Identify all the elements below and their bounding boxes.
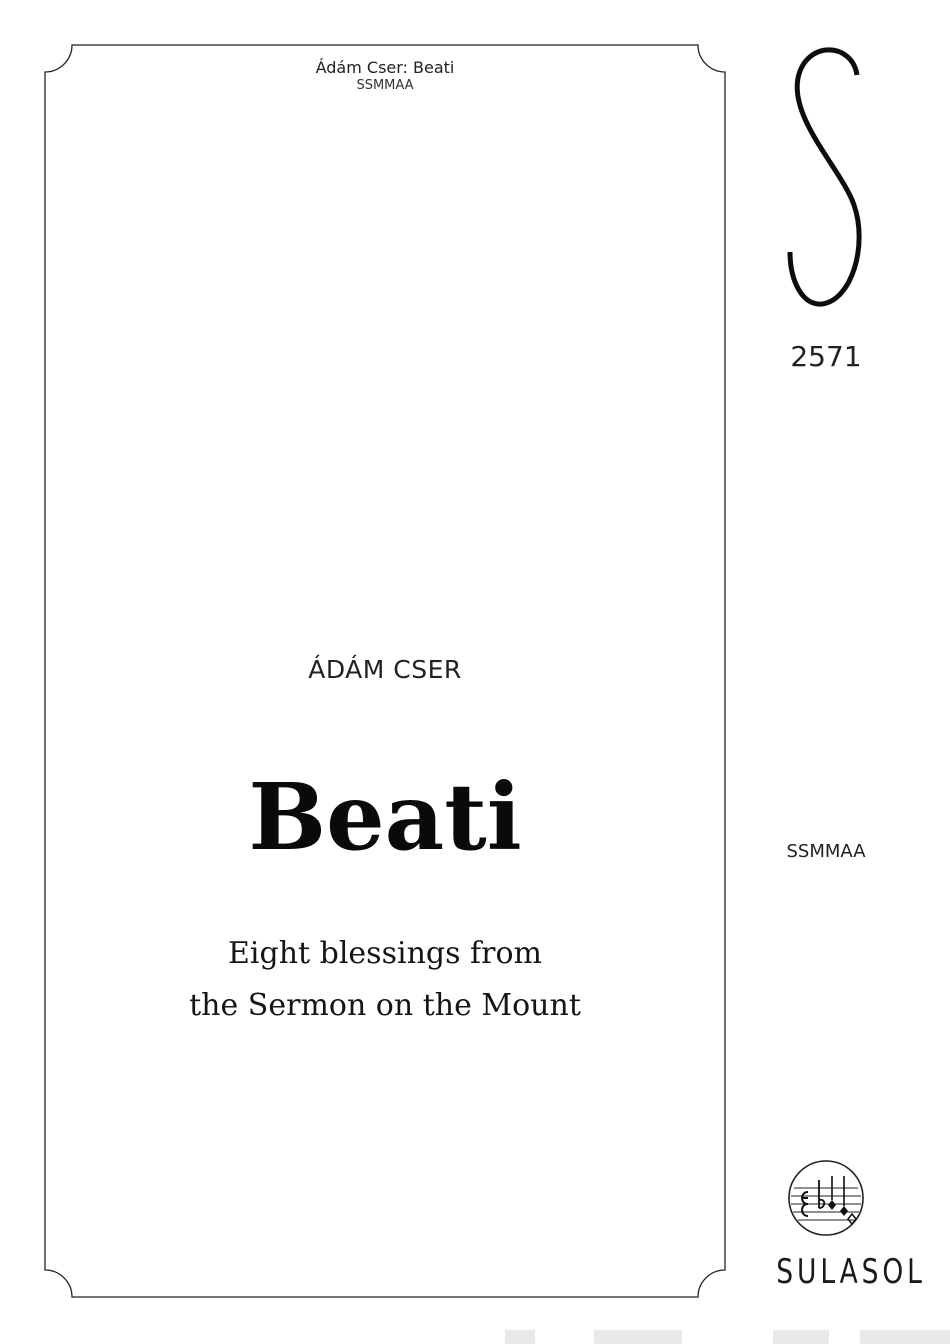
subtitle-line-2: the Sermon on the Mount <box>189 988 581 1023</box>
header-voicing: SSMMAA <box>356 78 414 93</box>
footer-strip <box>860 1330 950 1344</box>
composer-name: ÁDÁM CSER <box>308 655 462 684</box>
publisher-logo <box>786 1158 866 1238</box>
work-title: Beati <box>248 763 522 871</box>
footer-strip <box>773 1330 829 1344</box>
footer-strip <box>505 1330 535 1344</box>
footer-strip <box>594 1330 682 1344</box>
header-title: Ádám Cser: Beati <box>315 58 455 77</box>
subtitle-line-1: Eight blessings from <box>228 936 542 971</box>
publisher-emblem-icon <box>786 1158 866 1238</box>
running-header <box>44 58 726 94</box>
sidebar-voicing: SSMMAA <box>786 841 866 862</box>
series-letter-s-icon <box>782 30 882 320</box>
work-subtitle <box>44 928 726 1032</box>
series-letter <box>782 30 882 320</box>
publisher-name: SULASOL <box>776 1252 926 1292</box>
catalog-number: 2571 <box>790 340 862 373</box>
